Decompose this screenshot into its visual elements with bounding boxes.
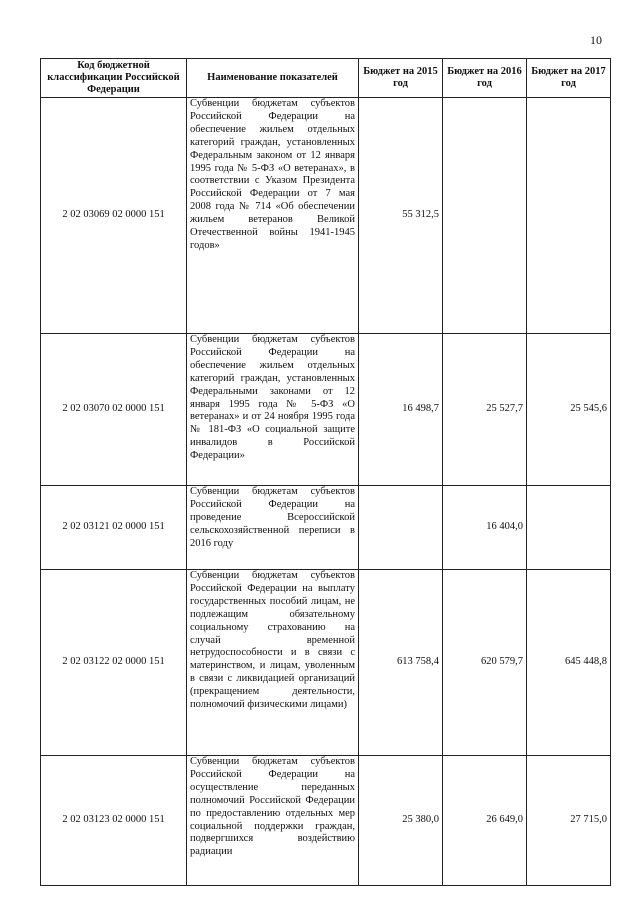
row-value-2017: 645 448,8 — [527, 570, 611, 756]
row-value-2017 — [527, 486, 611, 570]
row-value-2015: 25 380,0 — [359, 756, 443, 886]
table-row — [41, 98, 611, 334]
budget-table — [40, 58, 611, 886]
row-code: 2 02 03122 02 0000 151 — [41, 570, 187, 756]
row-value-2016: 16 404,0 — [443, 486, 527, 570]
table-row — [41, 756, 611, 886]
table-header-row — [41, 59, 611, 98]
page-number: 10 — [590, 33, 602, 47]
row-code: 2 02 03123 02 0000 151 — [41, 756, 187, 886]
row-value-2015 — [359, 486, 443, 570]
row-value-2016: 620 579,7 — [443, 570, 527, 756]
row-value-2015: 613 758,4 — [359, 570, 443, 756]
row-value-2017 — [527, 98, 611, 334]
row-code: 2 02 03070 02 0000 151 — [41, 334, 187, 486]
header-2015: Бюджет на 2015 год — [359, 59, 443, 98]
header-2017: Бюджет на 2017 год — [527, 59, 611, 98]
table-row — [41, 486, 611, 570]
row-name: Субвенции бюджетам субъектов Российской Федерации на осуществление переданных полномочий Российской Федерации по предоставлению отдельных мер социальной поддержки граждан, подвергшихся воздействию радиации — [187, 756, 359, 886]
row-value-2016: 26 649,0 — [443, 756, 527, 886]
row-code: 2 02 03121 02 0000 151 — [41, 486, 187, 570]
row-name: Субвенции бюджетам субъектов Российской Федерации на обеспечение жильем отдельных категорий граждан, установленных Федеральным законом от 12 января 1995 года № 5-ФЗ «О ветеранах», в соответствии с Указом Президента Российской Федерации от 7 мая 2008 года № 714 «Об обеспечении жильем ветеранов Великой Отечественной войны 1941-1945 годов» — [187, 98, 359, 334]
row-value-2016 — [443, 98, 527, 334]
table-row — [41, 334, 611, 486]
row-code: 2 02 03069 02 0000 151 — [41, 98, 187, 334]
row-name: Субвенции бюджетам субъектов Российской Федерации на проведение Всероссийской сельскохозяйственной переписи в 2016 году — [187, 486, 359, 570]
row-value-2016: 25 527,7 — [443, 334, 527, 486]
header-2016: Бюджет на 2016 год — [443, 59, 527, 98]
row-value-2015: 55 312,5 — [359, 98, 443, 334]
header-name: Наименование показателей — [187, 59, 359, 98]
row-value-2015: 16 498,7 — [359, 334, 443, 486]
row-value-2017: 27 715,0 — [527, 756, 611, 886]
row-name: Субвенции бюджетам субъектов Российской Федерации на выплату государственных пособий лицам, не подлежащим обязательному социальному страхованию на случай временной нетрудоспособности и в связи с материнством, и лицам, уволенным в связи с ликвидацией организаций (прекращением деятельности, полномочий физическими лицами) — [187, 570, 359, 756]
header-code: Код бюджетной классификации Российской Федерации — [41, 59, 187, 98]
table-row — [41, 570, 611, 756]
row-value-2017: 25 545,6 — [527, 334, 611, 486]
row-name: Субвенции бюджетам субъектов Российской Федерации на обеспечение жильем отдельных категорий граждан, установленных Федеральными законами от 12 января 1995 года № 5-ФЗ «О ветеранах» и от 24 ноября 1995 года № 181-ФЗ «О социальной защите инвалидов в Российской Федерации» — [187, 334, 359, 486]
